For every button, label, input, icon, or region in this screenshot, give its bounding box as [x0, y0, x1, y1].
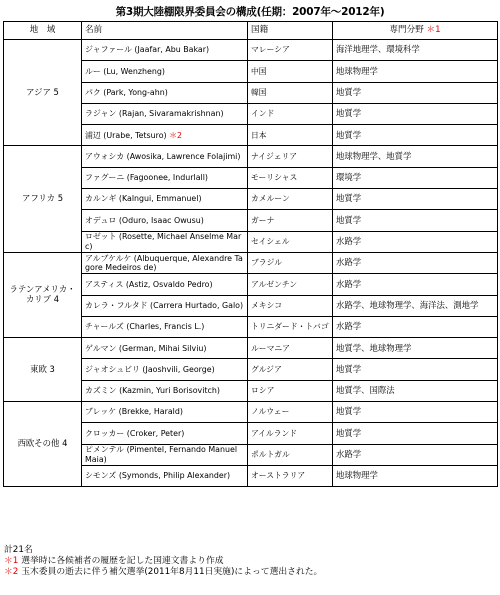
- member-name: ブレッケ (Brekke, Harald): [85, 407, 183, 417]
- header-field-label: 専門分野: [389, 24, 424, 35]
- region-cell: アフリカ 5: [4, 146, 82, 252]
- footer-notes: [4, 545, 322, 577]
- member-name-cell: [82, 338, 248, 359]
- member-name: カズミン (Kazmin, Yuri Borisovitch): [85, 386, 220, 396]
- member-name-cell: [82, 295, 248, 316]
- table-header-row: [4, 22, 498, 40]
- member-nationality: ルーマニア: [248, 338, 333, 359]
- footnote-text: 玉木委員の逝去に伴う補欠選挙(2011年8月11日実施)によって選出された。: [18, 566, 323, 577]
- total-count: 計21名: [4, 545, 33, 555]
- member-field: 地球物理学、地質学: [333, 146, 498, 167]
- member-nationality: 中国: [248, 61, 333, 82]
- member-field: 水路学、地球物理学、海洋法、測地学: [333, 295, 498, 316]
- region-cell: 東欧 3: [4, 338, 82, 402]
- member-field: 地質学: [333, 210, 498, 231]
- member-field: 地質学: [333, 189, 498, 210]
- member-nationality: セイシェル: [248, 231, 333, 252]
- member-field: 地球物理学: [333, 465, 498, 486]
- member-field: 海洋地理学、環境科学: [333, 40, 498, 61]
- member-name: アウォシカ (Awosika, Lawrence Folajimi): [85, 151, 241, 161]
- member-field: 水路学: [333, 274, 498, 295]
- member-name-cell: [82, 103, 248, 124]
- header-name: 名前: [82, 22, 248, 40]
- member-name: カレラ・フルタド (Carrera Hurtado, Galo): [85, 300, 244, 310]
- member-name: チャールズ (Charles, Francis L.): [85, 322, 205, 332]
- member-nationality: モーリシャス: [248, 167, 333, 188]
- member-nationality: ノルウェー: [248, 402, 333, 423]
- header-nationality: 国籍: [248, 22, 333, 40]
- member-name-cell: [82, 444, 248, 465]
- member-name: アスティス (Astiz, Osvaldo Pedro): [85, 279, 213, 289]
- member-name: アルブケルケ (Albuquerque, Alexandre Tagore Medeiros de): [85, 253, 243, 273]
- member-name-cell: [82, 252, 248, 273]
- table-row: [4, 146, 498, 167]
- header-field: [333, 22, 498, 40]
- member-name-cell: [82, 402, 248, 423]
- member-nationality: アイルランド: [248, 423, 333, 444]
- member-field: 地質学、国際法: [333, 380, 498, 401]
- member-name: ルー (Lu, Wenzheng): [85, 66, 165, 76]
- member-nationality: ポルトガル: [248, 444, 333, 465]
- region-cell: アジア 5: [4, 40, 82, 146]
- member-nationality: ブラジル: [248, 252, 333, 273]
- member-name-cell: [82, 82, 248, 103]
- footnote-1: [4, 556, 322, 567]
- member-name: カルンギ (Kalngui, Emmanuel): [85, 194, 202, 204]
- document-title: 第3期大陸棚限界委員会の構成(任期：2007年～2012年): [115, 6, 385, 18]
- member-nationality: 韓国: [248, 82, 333, 103]
- member-nationality: アルゼンチン: [248, 274, 333, 295]
- member-field: 水路学: [333, 316, 498, 337]
- member-name: ピメンテル (Pimentel, Fernando Manuel Maia): [85, 445, 238, 464]
- member-field: 環境学: [333, 167, 498, 188]
- header-field-footnote-mark: ＊1: [426, 24, 441, 35]
- member-field: 地質学、地球物理学: [333, 338, 498, 359]
- member-name: ラジャン (Rajan, Sivaramakrishnan): [85, 109, 224, 119]
- member-name: ロゼット (Rosette, Michael Anselme Marc): [85, 232, 242, 251]
- footnote-2: [4, 567, 322, 578]
- member-field: 地質学: [333, 82, 498, 103]
- member-name-cell: [82, 316, 248, 337]
- member-name: ゲルマン (German, Mihai Silviu): [85, 343, 207, 353]
- region-cell: 西欧その他 4: [4, 402, 82, 487]
- member-nationality: トリニダード・トバゴ: [248, 316, 333, 337]
- region-cell: ラテンアメリカ・カリブ 4: [4, 252, 82, 337]
- member-field: 地質学: [333, 125, 498, 146]
- member-name-cell: [82, 167, 248, 188]
- member-field: 水路学: [333, 444, 498, 465]
- table-row: [4, 402, 498, 423]
- member-name-cell: [82, 61, 248, 82]
- member-nationality: インド: [248, 103, 333, 124]
- member-nationality: カメルーン: [248, 189, 333, 210]
- footnote-text: 選挙時に各候補者の履歴を記した国連文書より作成: [18, 555, 224, 566]
- member-field: 地質学: [333, 103, 498, 124]
- member-name-cell: [82, 210, 248, 231]
- member-name-cell: [82, 189, 248, 210]
- member-name: ジャファール (Jaafar, Abu Bakar): [85, 45, 210, 55]
- member-nationality: 日本: [248, 125, 333, 146]
- member-field: 地質学: [333, 423, 498, 444]
- member-name: ファグーニ (Fagoonee, Indurlall): [85, 173, 208, 183]
- member-name-cell: [82, 423, 248, 444]
- table-row: [4, 338, 498, 359]
- table-row: [4, 252, 498, 273]
- member-nationality: ガーナ: [248, 210, 333, 231]
- member-field: 水路学: [333, 252, 498, 273]
- member-name: ジャオシュビリ (Jaoshvili, George): [85, 364, 215, 374]
- member-nationality: オーストラリア: [248, 465, 333, 486]
- member-field: 水路学: [333, 231, 498, 252]
- member-name: 浦辺 (Urabe, Tetsuro): [85, 130, 167, 140]
- member-nationality: ナイジェリア: [248, 146, 333, 167]
- table-row: [4, 40, 498, 61]
- member-footnote-mark: ＊2: [169, 130, 183, 140]
- member-name-cell: [82, 380, 248, 401]
- member-name: パク (Park, Yong-ahn): [85, 87, 168, 97]
- member-nationality: ロシア: [248, 380, 333, 401]
- member-name-cell: [82, 359, 248, 380]
- header-region: 地 域: [4, 22, 82, 40]
- member-name-cell: [82, 146, 248, 167]
- commission-members-table: [3, 21, 498, 487]
- member-name-cell: [82, 231, 248, 252]
- member-name-cell: [82, 465, 248, 486]
- member-nationality: グルジア: [248, 359, 333, 380]
- member-name: オデュロ (Oduro, Isaac Owusu): [85, 215, 204, 225]
- footnote-mark: ＊2: [4, 566, 19, 577]
- member-name-cell: [82, 125, 248, 146]
- member-nationality: マレーシア: [248, 40, 333, 61]
- member-name-cell: [82, 274, 248, 295]
- member-nationality: メキシコ: [248, 295, 333, 316]
- footnote-mark: ＊1: [4, 555, 19, 566]
- member-field: 地質学: [333, 402, 498, 423]
- member-name-cell: [82, 40, 248, 61]
- member-name: シモンズ (Symonds, Philip Alexander): [85, 471, 231, 481]
- member-field: 地質学: [333, 359, 498, 380]
- member-name: クロッカー (Croker, Peter): [85, 428, 185, 438]
- member-field: 地球物理学: [333, 61, 498, 82]
